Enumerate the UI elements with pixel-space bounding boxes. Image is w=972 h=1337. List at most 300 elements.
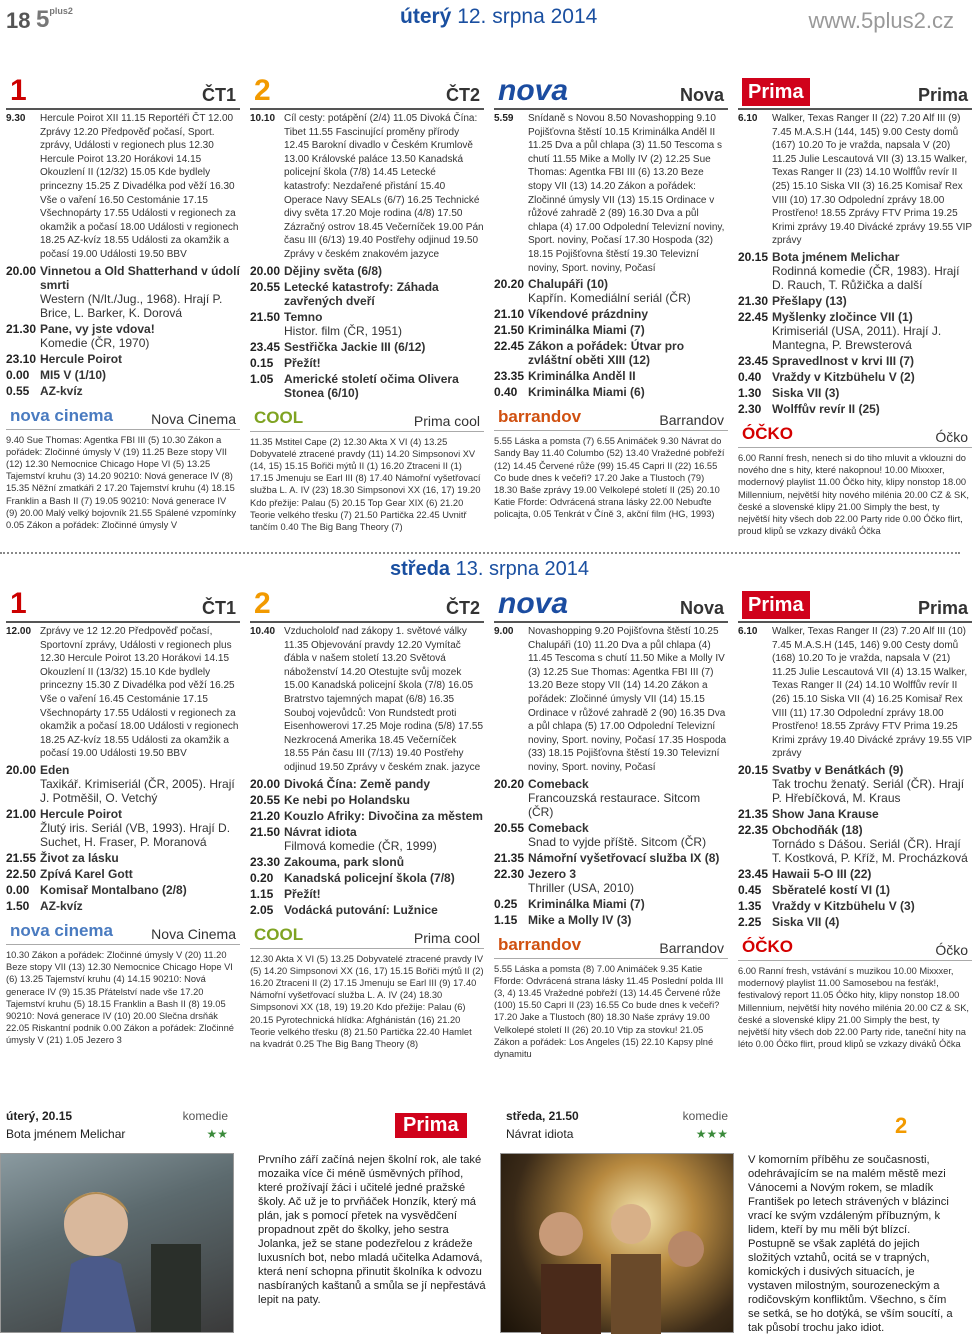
channel-logo: nova <box>498 74 569 107</box>
channel-name: Prima <box>917 598 968 618</box>
programme-time: 0.00 <box>6 882 30 897</box>
programme-info <box>284 809 484 823</box>
programme-row[interactable] <box>738 112 972 248</box>
programme-desc: Zprávy ve 12 12.20 Předpověď počasí, Sportovní zprávy, Události v regionech plus 12.30 Hercule Poirot 13.20 Horákovi 14.15 Okouzlení II (13/32) 15.10 Kde bydlely princezny 15.30 Z Divadélka pod věží 16.25 Vše o vaření 16.45 Cestománie 17.15 Všechnopárty 17.55 Události v regionech za okamžik a počasí 18.00 Události v regionech 18.25 AZ-kvíz 18.55 Události za okamžik a počasí 19.00 Události 19.50 BBV <box>40 626 239 760</box>
subchannel-logo: ÓČKO <box>742 936 793 956</box>
programme-title: Divoká Čína: Země pandy <box>284 776 431 791</box>
programme-title: Ke nebi po Holandsku <box>284 792 411 807</box>
crowd-photo <box>501 1154 733 1332</box>
programme-time: 21.00 <box>6 806 37 821</box>
programme-title: Zákon a pořádek: Útvar pro zvláštní oběti XIII (12) <box>528 339 685 368</box>
programme-desc: Western (N/It./Jug., 1968). Hrají P. Brice, L. Barker, K. Dorová <box>40 291 223 320</box>
programme-info <box>772 250 972 292</box>
programme-time: 20.55 <box>494 820 525 835</box>
channel-column-prima-tue <box>738 72 972 537</box>
programme-row[interactable] <box>250 340 484 354</box>
programme-row[interactable] <box>6 352 240 366</box>
programme-row[interactable] <box>6 368 240 382</box>
programme-title: Kanadská policejní škola (7/8) <box>284 870 455 885</box>
programme-title: Námořní vyšetřovací služba IX (8) <box>528 850 720 865</box>
programme-title: AZ-kvíz <box>40 383 83 398</box>
subchannel-listing: 6.00 Ranní fresh, vstávání s muzikou 10.00 Mixxxer, modernový playlist 11.00 Samosebou na fesťák!, festivalový report 11.05 Óčko hity, klipy nonstop 18.00 Millennium, největší hity nového milénia 20.00 CZ & SK, české a slovenské klipy 21.00 Simply the best, ty největší hity všech dob 22.00 Party ride, taneční hity na léto 0.00 Óčko flirt, proud klipů se vzkazy diváků Óčka <box>738 965 969 1050</box>
programme-row[interactable] <box>494 385 728 399</box>
subchannel-listing: 5.55 Láska a pomsta (8) 7.00 Animáček 9.35 Katie Fforde: Odvrácená strana lásky 11.45 Poslední polda III (3, 4) 13.45 Vražedné pobřeží (13) 14.45 Červené růže (100) 15.50 Capri II (23) 16.55 Co bude dnes k večeři? 17.20 Jake a Tlustoch (80) 18.30 Naše zprávy 19.00 Velkolepé století II (26) 20.10 Vtip za stovku! 21.05 Zákon a pořádek: Los Angeles (15) 22.10 Kapsy plné dynamitu <box>494 963 724 1059</box>
programme-row[interactable] <box>6 883 240 897</box>
programme-title: Přešlapy (13) <box>772 293 847 308</box>
tip-header-2 <box>500 1105 734 1151</box>
subchannel-name: Barrandov <box>659 939 724 956</box>
channel-name: Nova <box>679 598 724 618</box>
programme-title: Siska VII (4) <box>772 914 840 929</box>
programme-info <box>40 352 240 366</box>
programme-info <box>772 112 972 248</box>
programme-time: 23.45 <box>738 353 769 368</box>
programme-info <box>772 294 972 308</box>
programme-info <box>284 887 484 901</box>
programme-info <box>284 310 484 338</box>
programme-desc: Kapřín. Komediální seriál (ČR) <box>528 291 691 306</box>
subchannel-header <box>6 919 240 945</box>
programme-row[interactable] <box>250 793 484 807</box>
programme-time: 1.30 <box>738 385 762 400</box>
programme-row[interactable] <box>250 310 484 338</box>
programme-info <box>40 763 240 805</box>
programme-time: 22.50 <box>6 866 37 881</box>
programme-title: Bota jménem Melichar <box>772 249 900 264</box>
programme-time: 2.30 <box>738 401 762 416</box>
programme-title: Hercule Poirot <box>40 351 123 366</box>
programme-title: Dějiny světa (6/8) <box>284 263 383 278</box>
programme-info <box>284 112 484 262</box>
programme-desc: Snídaně s Novou 8.50 Novashopping 9.10 Pojišťovna štěstí 10.15 Kriminálka Anděl II 11.25 Dva a půl chlapa (3) 11.50 Tescoma s chutí 11.55 Mike a Molly IV (2) 12.25 Sue Thomas: Agentka FBI III (6) 13.20 Beze stopy VII (13) 14.20 Zákon a pořádek: Zločinné úmysly VII (13) 15.15 Ordinace v růžové zahradě 2 (89) 16.30 Dva a půl chlapa (4) 17.00 Odpolední Televizní noviny, Sport. noviny, Počasí 17.30 Hospoda (32) 18.15 Pojišťovna štěstí 19.30 Televizní noviny, Sport. noviny, Počasí <box>528 113 725 274</box>
programme-title: Hawaii 5-O III (22) <box>772 866 872 881</box>
programme-time: 23.35 <box>494 369 525 384</box>
programme-title: Eden <box>40 762 70 777</box>
programme-title: Jezero 3 <box>528 866 577 881</box>
tip-day: úterý, 20.15 <box>6 1109 73 1123</box>
channel-logo: 1 <box>10 587 27 620</box>
programme-desc: Žlutý iris. Seriál (VB, 1993). Hrají D. Suchet, H. Fraser, P. Moranová <box>40 820 231 849</box>
programme-row[interactable] <box>6 384 240 398</box>
subchannel-listing: 5.55 Láska a pomsta (7) 6.55 Animáček 9.30 Návrat do Sandy Bay 11.40 Columbo (52) 13.40 Vražedné pobřeží (12) 14.45 Červené růže (99) 15.45 Capri II (22) 16.55 Co bude dnes k večeři? 17.20 Jake a Tlustoch (79) 18.30 Baše zprávy 19.00 Velkolepé století II (25) 20.10 Katie Fforde: Odvrácená strana lásky 22.00 Nebuďte policajta, 0.05 Tenkrát v Číně 3, akční film (HG, 1993) <box>494 436 725 520</box>
programme-title: Život za lásku <box>40 850 119 865</box>
programme-row[interactable] <box>250 264 484 278</box>
page-header <box>0 0 960 40</box>
channel-header <box>250 585 484 623</box>
programme-row[interactable] <box>738 370 972 384</box>
channel-column-prima-wed <box>738 585 972 1050</box>
programme-title: Zakouma, park slonů <box>284 854 405 869</box>
programme-desc: Taxikář. Krimiseriál (ČR, 2005). Hrají J. Potměšil, O. Vetchý <box>40 776 235 805</box>
programme-row[interactable] <box>738 402 972 416</box>
programme-title: Hercule Poirot <box>40 806 123 821</box>
subchannel-name: Barrandov <box>659 412 724 429</box>
programme-time: 10.10 <box>250 113 276 124</box>
programme-time: 0.20 <box>250 870 274 885</box>
programme-time: 0.45 <box>738 882 762 897</box>
programme-row[interactable] <box>494 851 728 865</box>
programme-time: 20.00 <box>250 776 281 791</box>
programme-time: 0.55 <box>6 383 30 398</box>
programme-row[interactable] <box>738 294 972 308</box>
programme-info <box>284 264 484 278</box>
tip-genre: komedie <box>182 1109 228 1123</box>
channel-header <box>738 72 972 110</box>
programme-info <box>528 385 728 399</box>
channel-header <box>250 72 484 110</box>
programme-title: Spravedlnost v krvi III (7) <box>772 353 915 368</box>
programme-title: Obchodňák (18) <box>772 822 863 837</box>
programme-title: Kriminálka Anděl II <box>528 369 636 384</box>
tip-title: Bota jménem Melichar <box>6 1127 126 1141</box>
programme-time: 20.00 <box>6 263 37 278</box>
programme-title: Kriminálka Miami (7) <box>528 323 645 338</box>
programme-info <box>528 777 728 819</box>
programme-time: 21.50 <box>250 824 281 839</box>
channel-header <box>6 72 240 110</box>
programme-info <box>772 763 972 805</box>
programme-row[interactable] <box>494 277 728 305</box>
subchannel-logo: barrandov <box>498 407 582 427</box>
subchannel-name: Prima cool <box>413 929 480 946</box>
programme-info <box>284 280 484 308</box>
programme-title: Zpívá Karel Gott <box>40 866 133 881</box>
programme-time: 21.10 <box>494 307 525 322</box>
programme-title: Přežít! <box>284 886 321 901</box>
date-heading-wed: středa 13. srpna 2014 <box>390 558 590 580</box>
programme-row[interactable] <box>250 809 484 823</box>
tip-genre: komedie <box>682 1109 728 1123</box>
subchannel-listing: 9.40 Sue Thomas: Agentka FBI III (5) 10.30 Zákon a pořádek: Zločinné úmysly V (19) 11.25 Beze stopy VII (12) 12.30 Nemocnice Chicago Hope VI (5) 13.25 Tajemství kruhu (3) 14.20 90210: Nová generace IV (8) 15.35 Něžní zmatkáři 2 17.20 Tajemství kruhu (4) 18.15 Franklin a Bash II (7) 19.05 90210: Nová generace IV (9) 20.00 Malý velký bojovník 21.55 Spálené vzpomínky 0.05 Zákon a pořádek: Zločinné úmysly V <box>6 434 236 530</box>
programme-info <box>284 903 484 917</box>
programme-time: 12.00 <box>6 626 32 637</box>
programme-row[interactable] <box>494 307 728 321</box>
programme-time: 23.30 <box>250 854 281 869</box>
programme-info <box>772 883 972 897</box>
programme-info <box>40 851 240 865</box>
subchannel-header <box>494 933 728 959</box>
programme-row[interactable] <box>250 625 484 775</box>
tip-day: středa, 21.50 <box>506 1109 579 1123</box>
channel-name: ČT2 <box>445 85 480 105</box>
subchannel-header <box>250 406 484 432</box>
programme-info <box>40 384 240 398</box>
programme-time: 20.00 <box>6 762 37 777</box>
programme-info <box>40 625 240 761</box>
programme-time: 20.55 <box>250 279 281 294</box>
programme-info <box>528 821 728 849</box>
programme-info <box>284 793 484 807</box>
programme-row[interactable] <box>250 855 484 869</box>
programme-time: 1.35 <box>738 898 762 913</box>
programme-time: 5.59 <box>494 113 514 124</box>
programme-time: 21.30 <box>738 293 769 308</box>
programme-row[interactable] <box>494 369 728 383</box>
programme-info <box>40 883 240 897</box>
channel-name: ČT1 <box>201 85 236 105</box>
programme-info <box>772 402 972 416</box>
programme-row[interactable] <box>738 883 972 897</box>
programme-info <box>772 310 972 352</box>
programme-title: Kouzlo Afriky: Divočina za městem <box>284 808 483 823</box>
programme-info <box>528 307 728 321</box>
programme-desc: Tornádo s Dášou. Seriál (ČR). Hrají T. Kostková, P. Kříž, M. Procházková <box>772 836 968 865</box>
programme-info <box>40 112 240 262</box>
programme-info <box>284 372 484 400</box>
programme-title: MI5 V (1/10) <box>40 367 107 382</box>
page-number: 18 <box>6 8 31 33</box>
programme-info <box>284 777 484 791</box>
tips-section <box>0 1105 960 1335</box>
programme-row[interactable] <box>738 763 972 805</box>
programme-time: 9.00 <box>494 626 514 637</box>
programme-row[interactable] <box>494 913 728 927</box>
subchannel-listing: 11.35 Mstitel Cape (2) 12.30 Akta X VI (4) 13.25 Dobyvatelé ztracené pravdy (11) 14.20 Simpsonovi XV (14, 15) 15.15 Bořiči mýtů II (1) 16.20 Ztraceni II (1) 17.15 Jmenuju se Earl III (8) 17.40 Námořní vyšetřovací služba L. A. IV (23) 18.30 Simpsonovi XX (16, 17) 19.20 Kdo přežije: Palau (5) 20.15 Top Gear XIX (6) 21.20 Teorie velkého třesku (7) 21.50 Partička 22.45 Uvnitř tančím 0.40 The Big Bang Theory (7) <box>250 436 481 532</box>
programme-info <box>772 370 972 384</box>
prima-logo: Prima <box>395 1113 467 1138</box>
subchannel-listing: 6.00 Ranní fresh, nenech si do tiho mluvit a vklouzni do nového dne s hity, které nakopnou! 10.00 Mixxxer, modernový playlist 11.00 Óčko hity, klipy nonstop 18.00 Millennium, největší hity nového milénia 20.00 CZ & SK, české a slovenské klipy 21.00 Simply the best, ty největší hity všech dob 22.00 Party ride 0.00 Óčko flirt, proud klipů se vzkazy diváků Óčka <box>738 452 969 537</box>
programme-row[interactable] <box>494 821 728 849</box>
programme-info <box>528 277 728 305</box>
programme-time: 9.30 <box>6 113 26 124</box>
programme-row[interactable] <box>738 867 972 881</box>
date-heading: úterý 12. srpna 2014 <box>400 5 598 28</box>
programme-info <box>528 913 728 927</box>
programme-info <box>284 625 484 775</box>
programme-title: Comeback <box>528 776 589 791</box>
subchannel-header <box>6 404 240 430</box>
programme-time: 1.15 <box>250 886 274 901</box>
programme-title: Víkendové prázdniny <box>528 307 649 322</box>
subchannel-header <box>250 923 484 949</box>
channel-logo: nova <box>498 587 569 620</box>
tip-title: Návrat idiota <box>506 1127 574 1141</box>
programme-time: 20.15 <box>738 762 769 777</box>
programme-time: 22.45 <box>494 339 525 354</box>
programme-title: Comeback <box>528 820 589 835</box>
channel-header <box>738 585 972 623</box>
programme-time: 22.35 <box>738 822 769 837</box>
programme-title: Sestřička Jackie III (6/12) <box>284 339 426 354</box>
channel-column-nova-wed <box>494 585 728 1060</box>
film-still-image <box>500 1153 734 1333</box>
programme-row[interactable] <box>6 867 240 881</box>
programme-row[interactable] <box>738 625 972 761</box>
boy-photo <box>1 1154 233 1332</box>
programme-desc: Walker, Texas Ranger II (23) 7.20 Alf III (10) 7.45 M.A.S.H (145, 146) 9.00 Cesty domů (168) 10.20 To je vražda, napsala V (21) 11.25 Julie Lescautová VII (4) 13.15 Walker, Texas Ranger II (24) 14.10 Wolffův revír II (26) 15.10 Siska VII (4) 16.25 Komisař Rex VIII (11) 17.30 Odpolední zprávy 18.00 Prostřeno! 18.55 Zprávy FTV Prima 19.25 Krimi zprávy 19.40 Divácké zprávy 19.55 VIP zprávy <box>772 626 972 760</box>
programme-row[interactable] <box>494 323 728 337</box>
programme-row[interactable] <box>6 625 240 761</box>
programme-row[interactable] <box>738 250 972 292</box>
programme-info <box>772 625 972 761</box>
programme-time: 20.20 <box>494 776 525 791</box>
programme-title: Mike a Molly IV (3) <box>528 912 632 927</box>
programme-desc: Komedie (ČR, 1970) <box>40 335 150 350</box>
channel-header <box>494 585 728 623</box>
subchannel-header <box>494 405 728 431</box>
programme-desc: Tak trochu ženatý. Seriál (ČR). Hrají P. Hřebíčková, M. Kraus <box>772 776 965 805</box>
subchannel-logo: COOL <box>254 407 304 427</box>
subchannel-name: Nova Cinema <box>151 410 236 427</box>
programme-row[interactable] <box>494 867 728 895</box>
programme-time: 0.25 <box>494 896 518 911</box>
programme-time: 21.35 <box>738 806 769 821</box>
programme-title: Wolffův revír II (25) <box>772 401 880 416</box>
programme-row[interactable] <box>494 339 728 367</box>
programme-title: Myšlenky zločince VII (1) <box>772 309 913 324</box>
rating-stars: ★★ <box>206 1127 228 1141</box>
channel-column-ct1-wed <box>6 585 240 1047</box>
programme-title: Svatby v Benátkách (9) <box>772 762 904 777</box>
channel-name: Prima <box>917 85 968 105</box>
programme-info <box>528 897 728 911</box>
programme-time: 10.40 <box>250 626 276 637</box>
programme-desc: Histor. film (ČR, 1951) <box>284 323 403 338</box>
programme-row[interactable] <box>6 807 240 849</box>
programme-time: 20.20 <box>494 277 525 292</box>
programme-title: Letecké katastrofy: Záhada zavřených dveří <box>284 279 439 308</box>
channel-name: ČT1 <box>201 598 236 618</box>
programme-row[interactable] <box>250 280 484 308</box>
programme-time: 20.55 <box>250 792 281 807</box>
programme-time: 6.10 <box>738 626 758 637</box>
day-divider <box>0 552 960 554</box>
ct2-logo: 2 <box>895 1113 908 1138</box>
programme-row[interactable] <box>6 763 240 805</box>
subchannel-header <box>738 422 972 448</box>
channel-column-ct2-wed <box>250 585 484 1050</box>
programme-info <box>40 899 240 913</box>
programme-row[interactable] <box>738 899 972 913</box>
programme-time: 20.15 <box>738 249 769 264</box>
channel-logo: Prima <box>742 591 810 619</box>
programme-time: 20.00 <box>250 263 281 278</box>
programme-title: Komisař Montalbano (2/8) <box>40 882 187 897</box>
magazine-logo: $5^{plus2}$ <box>36 6 73 33</box>
programme-info <box>772 807 972 821</box>
programme-desc: Walker, Texas Ranger II (22) 7.20 Alf III (9) 7.45 M.A.S.H (144, 145) 9.00 Cesty domů (167) 10.20 To je vražda, napsala V (20) 11.25 Julie Lescautová VII (3) 13.15 Walker, Texas Ranger II (23) 14.10 Wolffův revír II (25) 15.10 Siska VII (3) 16.25 Komisař Rex VIII (10) 17.30 Odpolední zprávy 18.00 Prostřeno! 18.55 Zprávy FTV Prima 19.25 Krimi zprávy 19.40 Divácké zprávy 19.55 VIP zprávy <box>772 113 972 247</box>
programme-time: 6.10 <box>738 113 758 124</box>
programme-info <box>772 823 972 865</box>
programme-row[interactable] <box>6 899 240 913</box>
channel-logo: 2 <box>254 74 271 107</box>
subchannel-name: Óčko <box>935 428 968 445</box>
programme-info <box>40 807 240 849</box>
programme-time: 0.40 <box>738 369 762 384</box>
programme-row[interactable] <box>250 825 484 853</box>
channel-column-ct2-tue <box>250 72 484 533</box>
programme-title: Pane, vy jste vdova! <box>40 321 155 336</box>
programme-row[interactable] <box>494 625 728 775</box>
programme-title: Vinnetou a Old Shatterhand v údolí smrti <box>40 263 240 292</box>
programme-time: 21.30 <box>6 321 37 336</box>
programme-row[interactable] <box>738 823 972 865</box>
programme-desc: Snad to vyjde příště. Sitcom (ČR) <box>528 834 707 849</box>
programme-time: 23.45 <box>250 339 281 354</box>
programme-title: Vraždy v Kitzbühelu V (2) <box>772 369 915 384</box>
programme-row[interactable] <box>738 807 972 821</box>
programme-info <box>528 339 728 367</box>
programme-row[interactable] <box>250 777 484 791</box>
programme-desc: Filmová komedie (ČR, 1999) <box>284 838 437 853</box>
subchannel-logo: nova cinema <box>10 405 113 425</box>
programme-desc: Rodinná komedie (ČR, 1983). Hrají D. Rauch, T. Růžička a další <box>772 263 960 292</box>
channel-name: ČT2 <box>445 598 480 618</box>
rating-stars: ★★★ <box>695 1127 728 1141</box>
programme-info <box>40 867 240 881</box>
programme-time: 1.50 <box>6 898 30 913</box>
channel-column-ct1-tue <box>6 72 240 531</box>
programme-time: 23.45 <box>738 866 769 881</box>
programme-title: Sběratelé kostí VI (1) <box>772 882 891 897</box>
programme-time: 21.50 <box>250 309 281 324</box>
programme-title: Vraždy v Kitzbühelu V (3) <box>772 898 915 913</box>
programme-title: Americké století očima Olivera Stonea (6/10) <box>284 371 459 400</box>
programme-title: Přežít! <box>284 355 321 370</box>
programme-row[interactable] <box>6 322 240 350</box>
programme-title: Návrat idiota <box>284 824 357 839</box>
programme-row[interactable] <box>6 851 240 865</box>
programme-time: 21.50 <box>494 323 525 338</box>
programme-row[interactable] <box>250 871 484 885</box>
programme-title: Temno <box>284 309 323 324</box>
subchannel-logo: ÓČKO <box>742 423 793 443</box>
programme-row[interactable] <box>494 112 728 275</box>
programme-row[interactable] <box>494 777 728 819</box>
programme-time: 0.15 <box>250 355 274 370</box>
subchannel-name: Óčko <box>935 941 968 958</box>
programme-row[interactable] <box>250 112 484 262</box>
programme-time: 22.45 <box>738 309 769 324</box>
programme-info <box>772 354 972 368</box>
programme-row[interactable] <box>738 915 972 929</box>
programme-info <box>528 625 728 775</box>
programme-row[interactable] <box>738 386 972 400</box>
film-still-image <box>0 1153 234 1333</box>
subchannel-name: Nova Cinema <box>151 925 236 942</box>
programme-title: Chalupáři (10) <box>528 277 609 292</box>
programme-title: Kriminálka Miami (7) <box>528 896 645 911</box>
programme-row[interactable] <box>250 887 484 901</box>
tip-description-2: V komorním příběhu ze současnosti, odehrávajícím se na malém městě mezi Vánocemi a Novým rokem, se mladík František po letech strávených v blázinci vrací ke svým vzdáleným příbuzným, k lidem, kteří by mu měli být blízcí. Postupně se však zaplétá do jejich složitých vztahů, ocitá se v trapných, komických i dusivých situacích, je vystaven milostným, sourozeneckým a rodičovským konfliktům. Všechno, s čím se setká, se ho dotýká, se vším soucítí, a tak působí trochu jako idiot. <box>748 1154 953 1334</box>
subchannel-listing: 10.30 Zákon a pořádek: Zločinné úmysly V (20) 11.20 Beze stopy VII (13) 12.30 Nemocnice Chicago Hope VI (6) 13.25 Tajemství kruhu (4) 14.15 90210: Nová generace IV (9) 15.35 Přátelství nade vše 17.20 Tajemství kruhu (5) 18.15 Franklin a Bash II (8) 19.05 90210: Nová generace IV (10) 20.00 Slečna drsňák 22.05 Riskantní podnik 0.00 Zákon a pořádek: Zločinné úmysly V (21) 1.05 Jezero 3 <box>6 949 234 1046</box>
subchannel-header <box>738 935 972 961</box>
programme-title: AZ-kvíz <box>40 898 83 913</box>
programme-row[interactable] <box>6 264 240 320</box>
programme-title: Show Jana Krause <box>772 806 879 821</box>
programme-info <box>772 867 972 881</box>
programme-row[interactable] <box>738 354 972 368</box>
subchannel-logo: COOL <box>254 924 304 944</box>
programme-time: 0.00 <box>6 367 30 382</box>
programme-info <box>40 264 240 320</box>
programme-row[interactable] <box>738 310 972 352</box>
programme-row[interactable] <box>6 112 240 262</box>
programme-row[interactable] <box>250 372 484 400</box>
programme-time: 1.05 <box>250 371 274 386</box>
programme-info <box>528 369 728 383</box>
programme-row[interactable] <box>250 356 484 370</box>
channel-logo: 1 <box>10 74 27 107</box>
programme-desc: Thriller (USA, 2010) <box>528 880 635 895</box>
programme-time: 0.40 <box>494 385 518 400</box>
site-url[interactable]: www.5plus2.cz <box>808 8 954 33</box>
programme-time: 21.35 <box>494 850 525 865</box>
programme-row[interactable] <box>250 903 484 917</box>
programme-row[interactable] <box>494 897 728 911</box>
subchannel-logo: barrandov <box>498 934 582 954</box>
channel-logo: Prima <box>742 78 810 106</box>
